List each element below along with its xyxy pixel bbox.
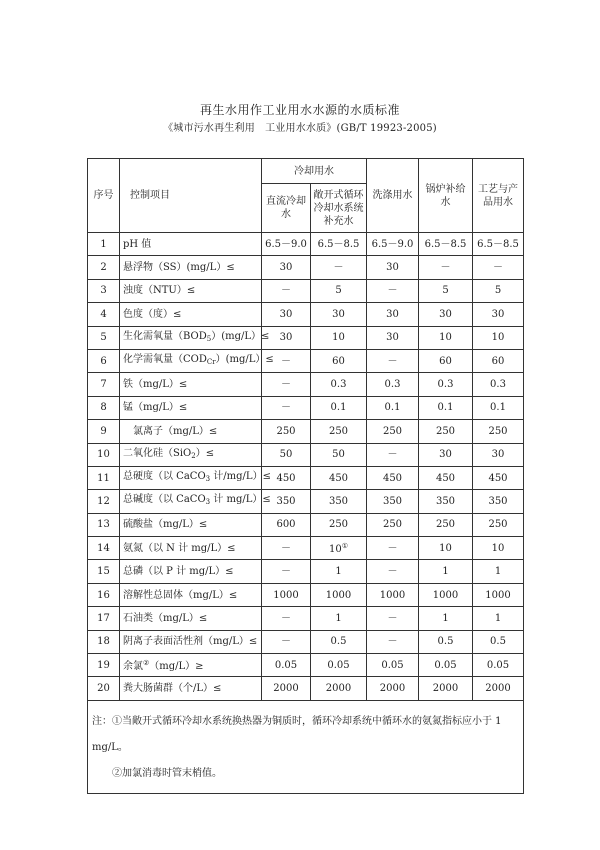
value-washing: 2000 bbox=[367, 677, 419, 700]
row-item-part: 余氯 bbox=[123, 661, 143, 673]
row-item-part: 总硬度（以 CaCO bbox=[123, 471, 206, 483]
value-open-cooling: 6.5－8.5 bbox=[311, 233, 367, 256]
value-washing: － bbox=[367, 349, 419, 372]
row-number: 14 bbox=[88, 537, 120, 560]
row-item: 氯离子（mg/L）≤ bbox=[120, 420, 262, 443]
value-boiler: 10 bbox=[419, 537, 473, 560]
row-item: pH 值 bbox=[120, 233, 262, 256]
row-number: 7 bbox=[88, 373, 120, 396]
header-process: 工艺与产品用水 bbox=[473, 159, 524, 233]
value-direct-cooling: 250 bbox=[262, 420, 311, 443]
header-no: 序号 bbox=[88, 159, 120, 233]
water-quality-table bbox=[87, 158, 524, 794]
header-direct-cooling: 直流冷却水 bbox=[262, 184, 311, 233]
value-open-cooling: 5 bbox=[311, 279, 367, 302]
value-direct-cooling: 0.05 bbox=[262, 654, 311, 677]
value-boiler: 450 bbox=[419, 466, 473, 489]
row-item-part: 计 mg/L）≤ bbox=[210, 494, 271, 506]
value-direct-cooling: 30 bbox=[262, 256, 311, 279]
value-process: 1000 bbox=[473, 583, 524, 606]
table-body bbox=[88, 233, 524, 701]
value-washing: 30 bbox=[367, 256, 419, 279]
value-open-cooling: 60 bbox=[311, 349, 367, 372]
value-boiler: 30 bbox=[419, 443, 473, 466]
value-direct-cooling: 350 bbox=[262, 490, 311, 513]
value-open-cooling bbox=[311, 537, 367, 560]
value-boiler: 1 bbox=[419, 607, 473, 630]
table-row bbox=[88, 443, 524, 466]
row-item: 铁（mg/L）≤ bbox=[120, 373, 262, 396]
value-boiler: 30 bbox=[419, 303, 473, 326]
value-washing: 250 bbox=[367, 420, 419, 443]
value-process: 250 bbox=[473, 420, 524, 443]
table-row bbox=[88, 466, 524, 489]
table-row bbox=[88, 256, 524, 279]
table-row bbox=[88, 233, 524, 256]
row-number: 18 bbox=[88, 630, 120, 653]
value-process: 0.1 bbox=[473, 396, 524, 419]
value-process: 350 bbox=[473, 490, 524, 513]
row-number: 16 bbox=[88, 583, 120, 606]
value-process: 0.05 bbox=[473, 654, 524, 677]
row-item bbox=[120, 326, 270, 349]
note-1: 注：①当敞开式循环冷却水系统换热器为铜质时，循环冷却系统中循环水的氨氮指标应小于 1 mg/L。 bbox=[92, 715, 502, 753]
row-item-subscript: Cr bbox=[206, 358, 216, 367]
row-number: 20 bbox=[88, 677, 120, 700]
value-process: 60 bbox=[473, 349, 524, 372]
value-washing: 30 bbox=[367, 326, 419, 349]
value-process: 5 bbox=[473, 279, 524, 302]
value-direct-cooling: － bbox=[262, 630, 311, 653]
row-item: 氨氮（以 N 计 mg/L）≤ bbox=[120, 537, 262, 560]
row-number: 8 bbox=[88, 396, 120, 419]
note-2: ②加氯消毒时管末梢值。 bbox=[112, 767, 222, 779]
value-open-cooling: 0.3 bbox=[311, 373, 367, 396]
value-open-cooling: 250 bbox=[311, 420, 367, 443]
row-number: 10 bbox=[88, 443, 120, 466]
value-boiler: 0.5 bbox=[419, 630, 473, 653]
table-row bbox=[88, 373, 524, 396]
value-washing: － bbox=[367, 560, 419, 583]
row-number: 2 bbox=[88, 256, 120, 279]
value-open-cooling: 450 bbox=[311, 466, 367, 489]
row-item-superscript: ② bbox=[143, 659, 150, 668]
row-item bbox=[120, 654, 262, 677]
value-washing: 450 bbox=[367, 466, 419, 489]
table-row bbox=[88, 560, 524, 583]
value-process: 2000 bbox=[473, 677, 524, 700]
value-direct-cooling: 30 bbox=[262, 303, 311, 326]
value-boiler: 6.5－8.5 bbox=[419, 233, 473, 256]
value-boiler: － bbox=[419, 256, 473, 279]
value-superscript: ① bbox=[341, 542, 348, 551]
table-row bbox=[88, 349, 524, 372]
value-washing: 350 bbox=[367, 490, 419, 513]
value-direct-cooling: － bbox=[262, 537, 311, 560]
value-open-cooling: 0.5 bbox=[311, 630, 367, 653]
row-number: 1 bbox=[88, 233, 120, 256]
row-item: 硫酸盐（mg/L）≤ bbox=[120, 513, 262, 536]
value-boiler: 60 bbox=[419, 349, 473, 372]
table-row bbox=[88, 607, 524, 630]
row-item: 色度（度）≤ bbox=[120, 303, 262, 326]
value-direct-cooling: 1000 bbox=[262, 583, 311, 606]
value-process: 10 bbox=[473, 537, 524, 560]
table-row bbox=[88, 654, 524, 677]
row-item-subscript: 3 bbox=[205, 498, 211, 507]
value-process: 30 bbox=[473, 443, 524, 466]
row-item: 溶解性总固体（mg/L）≤ bbox=[120, 583, 262, 606]
row-number: 15 bbox=[88, 560, 120, 583]
value-open-cooling: 30 bbox=[311, 303, 367, 326]
value-boiler: 0.05 bbox=[419, 654, 473, 677]
value-washing: － bbox=[367, 607, 419, 630]
value-boiler: 5 bbox=[419, 279, 473, 302]
row-number: 11 bbox=[88, 466, 120, 489]
table-row bbox=[88, 630, 524, 653]
value-direct-cooling: 30 bbox=[262, 326, 311, 349]
row-number: 6 bbox=[88, 349, 120, 372]
row-item: 石油类（mg/L）≤ bbox=[120, 607, 262, 630]
table-row bbox=[88, 537, 524, 560]
value-process: 0.5 bbox=[473, 630, 524, 653]
row-item-subscript: 3 bbox=[205, 475, 211, 484]
table-row bbox=[88, 490, 524, 513]
header-open-cooling: 敞开式循环冷却水系统补充水 bbox=[311, 184, 367, 233]
document-title: 再生水用作工业用水水源的水质标准 bbox=[199, 103, 400, 117]
value-direct-cooling: 50 bbox=[262, 443, 311, 466]
value-process: 450 bbox=[473, 466, 524, 489]
value-open-cooling: 1 bbox=[311, 607, 367, 630]
header-item: 控制项目 bbox=[120, 159, 262, 233]
row-number: 12 bbox=[88, 490, 120, 513]
table-row bbox=[88, 326, 524, 349]
table-notes bbox=[88, 700, 524, 793]
row-number: 13 bbox=[88, 513, 120, 536]
value-direct-cooling: － bbox=[262, 560, 311, 583]
value-boiler: 0.3 bbox=[419, 373, 473, 396]
row-item bbox=[120, 466, 271, 489]
row-number: 19 bbox=[88, 654, 120, 677]
row-item: 粪大肠菌群（个/L）≤ bbox=[120, 677, 262, 700]
value-boiler: 350 bbox=[419, 490, 473, 513]
row-item: 锰（mg/L）≤ bbox=[120, 396, 262, 419]
value-process: 1 bbox=[473, 560, 524, 583]
value-process: 250 bbox=[473, 513, 524, 536]
row-number: 4 bbox=[88, 303, 120, 326]
header-washing: 洗涤用水 bbox=[367, 159, 419, 233]
row-item-part: 生化需氧量（BOD bbox=[123, 330, 207, 342]
table-row bbox=[88, 279, 524, 302]
value-open-cooling: 0.1 bbox=[311, 396, 367, 419]
value-process: 0.3 bbox=[473, 373, 524, 396]
value-open-cooling: 350 bbox=[311, 490, 367, 513]
row-item: 悬浮物（SS）(mg/L）≤ bbox=[120, 256, 262, 279]
value-boiler: 1 bbox=[419, 560, 473, 583]
value-direct-cooling: － bbox=[262, 349, 311, 372]
value-washing: － bbox=[367, 443, 419, 466]
value-process: 6.5－8.5 bbox=[473, 233, 524, 256]
row-item: 阴离子表面活性剂（mg/L）≤ bbox=[120, 630, 262, 653]
value-washing: 0.05 bbox=[367, 654, 419, 677]
value-direct-cooling: 450 bbox=[262, 466, 311, 489]
value-direct-cooling: － bbox=[262, 607, 311, 630]
value-direct-cooling: 2000 bbox=[262, 677, 311, 700]
value-washing: 0.3 bbox=[367, 373, 419, 396]
row-item-part: ）(mg/L）≤ bbox=[211, 330, 270, 342]
value-open-cooling: 250 bbox=[311, 513, 367, 536]
row-item-part: 二氧化硅（SiO bbox=[123, 447, 192, 459]
value-washing: － bbox=[367, 537, 419, 560]
row-number: 5 bbox=[88, 326, 120, 349]
row-item: 浊度（NTU）≤ bbox=[120, 279, 262, 302]
value-washing: 30 bbox=[367, 303, 419, 326]
value-process: 1 bbox=[473, 607, 524, 630]
row-item-subscript: 2 bbox=[191, 451, 196, 460]
value-open-cooling: 1000 bbox=[311, 583, 367, 606]
value-open-cooling: － bbox=[311, 256, 367, 279]
value-direct-cooling: － bbox=[262, 279, 311, 302]
row-item bbox=[120, 490, 271, 513]
row-item-part: 总碱度（以 CaCO bbox=[123, 494, 206, 506]
table-row bbox=[88, 396, 524, 419]
row-item-part: ）(mg/L）≤ bbox=[215, 354, 274, 366]
value-boiler: 250 bbox=[419, 513, 473, 536]
value-open-cooling: 50 bbox=[311, 443, 367, 466]
value-boiler: 0.1 bbox=[419, 396, 473, 419]
row-item: 总磷（以 P 计 mg/L）≤ bbox=[120, 560, 262, 583]
row-item-part: ）≤ bbox=[195, 447, 215, 459]
value-washing: 1000 bbox=[367, 583, 419, 606]
value-direct-cooling: － bbox=[262, 396, 311, 419]
value-washing: － bbox=[367, 630, 419, 653]
table-row bbox=[88, 677, 524, 700]
value-direct-cooling: 6.5－9.0 bbox=[262, 233, 311, 256]
row-number: 17 bbox=[88, 607, 120, 630]
value-boiler: 1000 bbox=[419, 583, 473, 606]
table-row bbox=[88, 420, 524, 443]
row-item bbox=[120, 443, 262, 466]
value-washing: 250 bbox=[367, 513, 419, 536]
header-cooling: 冷却用水 bbox=[262, 159, 367, 184]
value-washing: 6.5－9.0 bbox=[367, 233, 419, 256]
value-open-cooling: 0.05 bbox=[311, 654, 367, 677]
value-boiler: 2000 bbox=[419, 677, 473, 700]
value-open-cooling: 2000 bbox=[311, 677, 367, 700]
value-part: 10 bbox=[328, 544, 342, 556]
table-row bbox=[88, 513, 524, 536]
value-open-cooling: 10 bbox=[311, 326, 367, 349]
value-process: 10 bbox=[473, 326, 524, 349]
row-item-part: 化学需氧量（COD bbox=[123, 354, 207, 366]
value-washing: － bbox=[367, 279, 419, 302]
value-boiler: 10 bbox=[419, 326, 473, 349]
document-subtitle: 《城市污水再生利用 工业用水水质》(GB/T 19923-2005) bbox=[163, 123, 437, 134]
value-washing: 0.1 bbox=[367, 396, 419, 419]
value-process: － bbox=[473, 256, 524, 279]
row-item bbox=[120, 349, 274, 372]
table-row bbox=[88, 303, 524, 326]
table-row bbox=[88, 583, 524, 606]
value-direct-cooling: 600 bbox=[262, 513, 311, 536]
value-process: 30 bbox=[473, 303, 524, 326]
value-direct-cooling: － bbox=[262, 373, 311, 396]
value-open-cooling: 1 bbox=[311, 560, 367, 583]
header-boiler: 锅炉补给水 bbox=[419, 159, 473, 233]
row-number: 3 bbox=[88, 279, 120, 302]
row-item-part: （mg/L）≥ bbox=[149, 661, 204, 673]
row-item-subscript: 5 bbox=[206, 334, 212, 343]
value-boiler: 250 bbox=[419, 420, 473, 443]
row-number: 9 bbox=[88, 420, 120, 443]
row-item-part: 计/mg/L）≤ bbox=[210, 471, 271, 483]
